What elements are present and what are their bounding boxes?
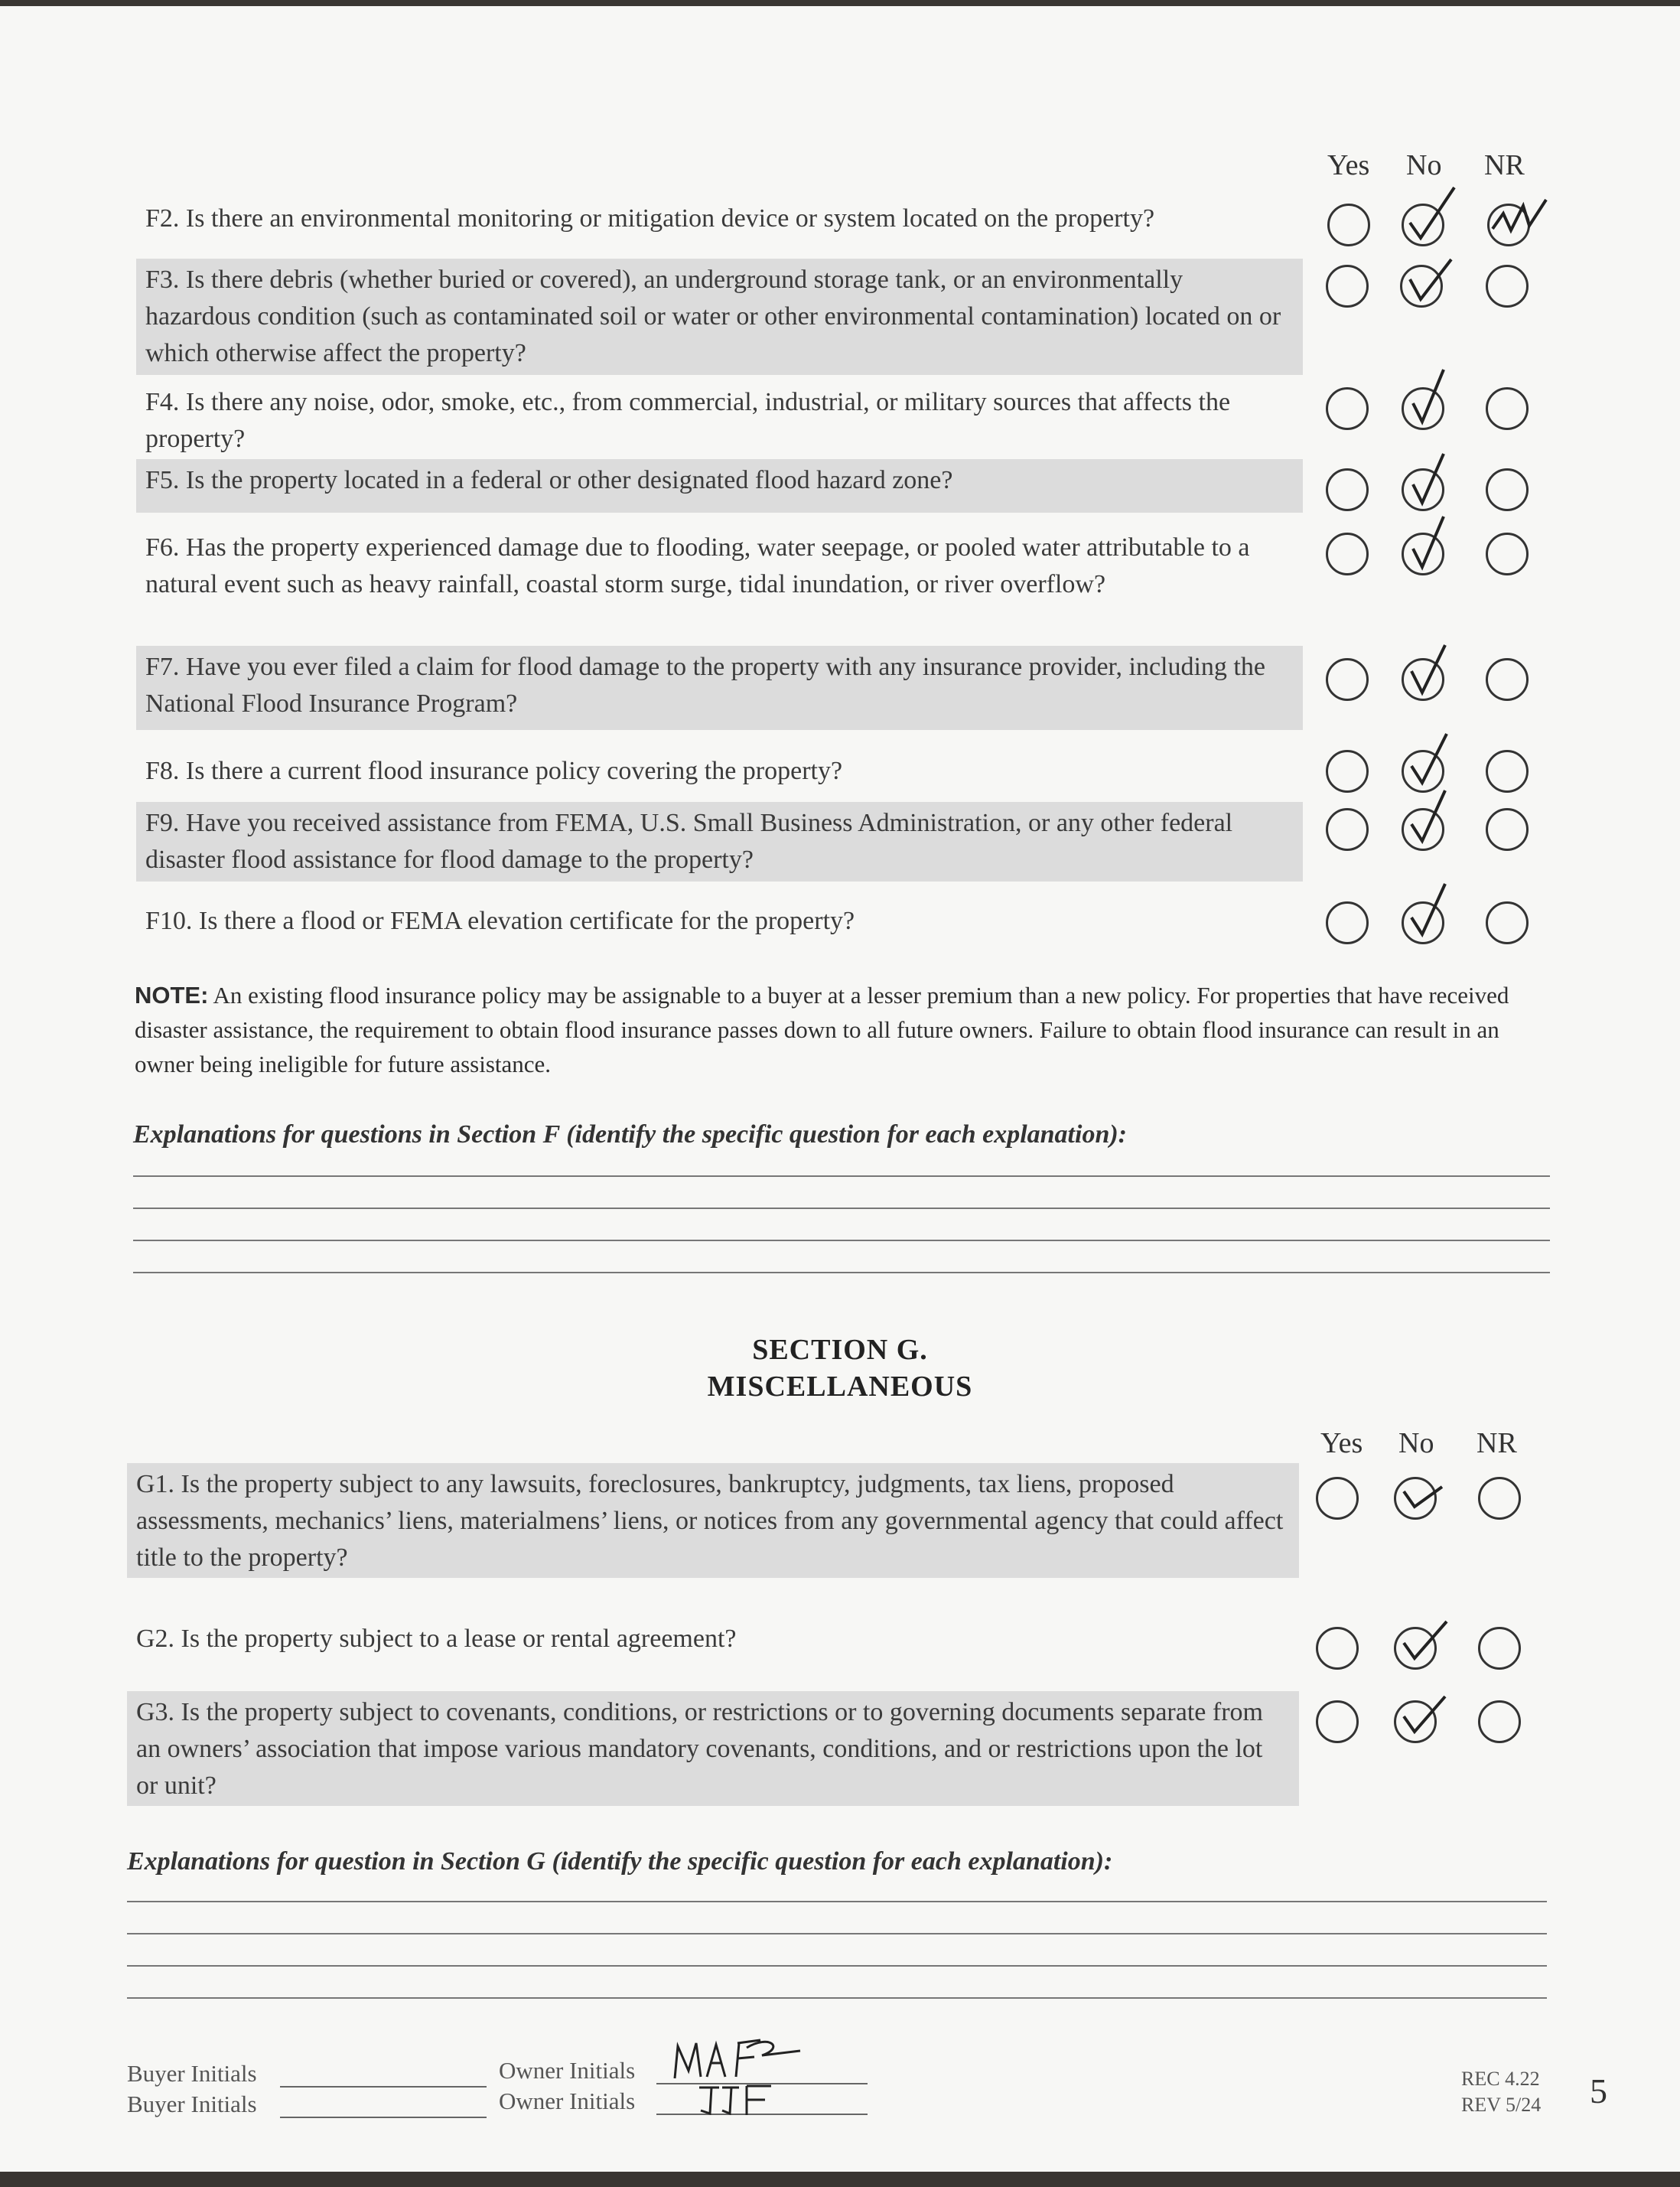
f5-yes-radio[interactable] xyxy=(1326,468,1369,511)
f10-nr-radio[interactable] xyxy=(1486,901,1529,944)
f8-yes-radio[interactable] xyxy=(1326,750,1369,793)
page-number: 5 xyxy=(1590,2071,1607,2110)
f7-yes-radio[interactable] xyxy=(1326,658,1369,701)
check-mark-icon xyxy=(1399,787,1468,856)
g1-no-radio[interactable] xyxy=(1394,1477,1437,1520)
f7-no-radio[interactable] xyxy=(1402,658,1444,701)
question-g3: G3. Is the property subject to covenants, conditions, or restrictions or to governing documents separate from an owners’ association that impose various mandatory covenants, conditions, and or restrictions upon the lot or unit? xyxy=(127,1691,1299,1806)
f5-nr-radio[interactable] xyxy=(1486,468,1529,511)
f2-nr-radio[interactable] xyxy=(1487,204,1530,246)
question-f7: F7. Have you ever filed a claim for flood damage to the property with any insurance provider, including the National Flood Insurance Program? xyxy=(136,646,1303,730)
owner-initials-label-1: Owner Initials xyxy=(499,2057,636,2084)
column-yes-header-g: Yes xyxy=(1320,1427,1363,1459)
question-f6: F6. Has the property experienced damage due to flooding, water seepage, or pooled water attributable to a natural event such as heavy rainfall, coastal storm surge, tidal inundation, or river overflow? xyxy=(145,533,1250,598)
g3-nr-radio[interactable] xyxy=(1478,1700,1521,1743)
check-mark-icon xyxy=(1392,1606,1460,1675)
g3-yes-radio[interactable] xyxy=(1316,1700,1359,1743)
section-f-explanations-label: Explanations for questions in Section F (identify the specific question for each explanation): xyxy=(133,1120,1128,1149)
question-f9: F9. Have you received assistance from FEMA, U.S. Small Business Administration, or any other federal disaster flood assistance for flood damage to the property? xyxy=(136,802,1303,882)
f10-yes-radio[interactable] xyxy=(1326,901,1369,944)
section-f-explanation-line-1[interactable] xyxy=(133,1175,1550,1177)
f3-nr-radio[interactable] xyxy=(1486,265,1529,308)
form-code: REC 4.22 xyxy=(1461,2068,1540,2090)
section-g-subheading: MISCELLANEOUS xyxy=(707,1371,973,1403)
question-f8: F8. Is there a current flood insurance policy covering the property? xyxy=(145,757,843,785)
f9-no-radio[interactable] xyxy=(1402,808,1444,851)
check-mark-icon xyxy=(1398,244,1467,313)
f3-yes-radio[interactable] xyxy=(1326,265,1369,308)
f5-no-radio[interactable] xyxy=(1402,468,1444,511)
check-mark-icon xyxy=(1392,1456,1460,1525)
check-mark-icon xyxy=(1399,183,1468,252)
question-g1: G1. Is the property subject to any lawsuits, foreclosures, bankruptcy, judgments, tax liens, proposed assessments, mechanics’ liens, materialmens’ liens, or notices from any governmental agency that could affect title to the property? xyxy=(127,1463,1299,1578)
f9-yes-radio[interactable] xyxy=(1326,808,1369,851)
buyer-initials-label-2: Buyer Initials xyxy=(127,2091,257,2117)
check-mark-icon xyxy=(1399,881,1468,950)
column-nr-header: NR xyxy=(1484,149,1525,181)
column-nr-header-g: NR xyxy=(1477,1427,1517,1459)
check-mark-icon xyxy=(1399,367,1468,435)
section-f-explanation-line-4[interactable] xyxy=(133,1272,1550,1273)
f6-nr-radio[interactable] xyxy=(1486,533,1529,575)
check-mark-icon xyxy=(1392,1680,1460,1749)
g2-nr-radio[interactable] xyxy=(1478,1627,1521,1670)
g1-yes-radio[interactable] xyxy=(1316,1477,1359,1520)
note-text: An existing flood insurance policy may be assignable to a buyer at a lesser premium than a new policy. For properties that have received disaster assistance, the requirement to obtain flood insurance passes down to all future owners. Failure to obtain flood insurance can result in an owner being ineligible for future assistance. xyxy=(135,982,1509,1077)
g3-no-radio[interactable] xyxy=(1394,1700,1437,1743)
f8-no-radio[interactable] xyxy=(1402,750,1444,793)
section-g-explanation-line-1[interactable] xyxy=(127,1901,1547,1902)
form-revision xyxy=(1461,2066,1541,2118)
g2-yes-radio[interactable] xyxy=(1316,1627,1359,1670)
question-f10: F10. Is there a flood or FEMA elevation certificate for the property? xyxy=(145,907,855,935)
scribble-icon xyxy=(1485,183,1554,252)
owner-signature-initials-2 xyxy=(696,2083,780,2118)
section-f-explanation-line-2[interactable] xyxy=(133,1208,1550,1209)
column-yes-header: Yes xyxy=(1327,149,1370,181)
f4-no-radio[interactable] xyxy=(1402,387,1444,430)
f4-yes-radio[interactable] xyxy=(1326,387,1369,430)
revision-date: REV 5/24 xyxy=(1461,2094,1542,2116)
note-label: NOTE: xyxy=(135,982,209,1009)
section-f-explanation-line-3[interactable] xyxy=(133,1240,1550,1241)
f3-no-radio[interactable] xyxy=(1400,265,1443,308)
f2-yes-radio[interactable] xyxy=(1327,204,1370,246)
g2-no-radio[interactable] xyxy=(1394,1627,1437,1670)
f7-nr-radio[interactable] xyxy=(1486,658,1529,701)
section-g-explanations-label: Explanations for question in Section G (identify the specific question for each explanation): xyxy=(127,1847,1113,1876)
section-g-explanation-line-3[interactable] xyxy=(127,1965,1547,1967)
question-g2: G2. Is the property subject to a lease or rental agreement? xyxy=(136,1625,737,1653)
g1-nr-radio[interactable] xyxy=(1478,1477,1521,1520)
f2-no-radio[interactable] xyxy=(1402,204,1444,246)
flood-insurance-note xyxy=(135,978,1535,1081)
f10-no-radio[interactable] xyxy=(1402,901,1444,944)
check-mark-icon xyxy=(1399,637,1468,706)
owner-signature-initials-1 xyxy=(670,2032,808,2086)
column-no-header: No xyxy=(1406,149,1442,181)
form-page xyxy=(0,6,1680,2172)
check-mark-icon xyxy=(1399,448,1468,517)
f8-nr-radio[interactable] xyxy=(1486,750,1529,793)
column-no-header-g: No xyxy=(1398,1427,1434,1459)
f4-nr-radio[interactable] xyxy=(1486,387,1529,430)
buyer-initials-label-1: Buyer Initials xyxy=(127,2060,257,2087)
question-f5: F5. Is the property located in a federal or other designated flood hazard zone? xyxy=(136,459,1303,513)
question-f4: F4. Is there any noise, odor, smoke, etc., from commercial, industrial, or military sources that affects the property? xyxy=(145,388,1231,453)
f6-no-radio[interactable] xyxy=(1402,533,1444,575)
section-g-explanation-line-4[interactable] xyxy=(127,1997,1547,1999)
buyer-initials-line-1[interactable] xyxy=(280,2086,487,2088)
question-f3: F3. Is there debris (whether buried or covered), an underground storage tank, or an environmentally hazardous condition (such as contaminated soil or water or other environmental contamination) located on or which otherwise affect the property? xyxy=(136,259,1303,375)
section-g-explanation-line-2[interactable] xyxy=(127,1933,1547,1934)
f9-nr-radio[interactable] xyxy=(1486,808,1529,851)
buyer-initials-line-2[interactable] xyxy=(280,2117,487,2118)
owner-initials-label-2: Owner Initials xyxy=(499,2088,636,2114)
check-mark-icon xyxy=(1399,512,1468,581)
question-f2: F2. Is there an environmental monitoring or mitigation device or system located on the property? xyxy=(145,204,1155,233)
section-g-heading: SECTION G. xyxy=(752,1334,928,1366)
f6-yes-radio[interactable] xyxy=(1326,533,1369,575)
